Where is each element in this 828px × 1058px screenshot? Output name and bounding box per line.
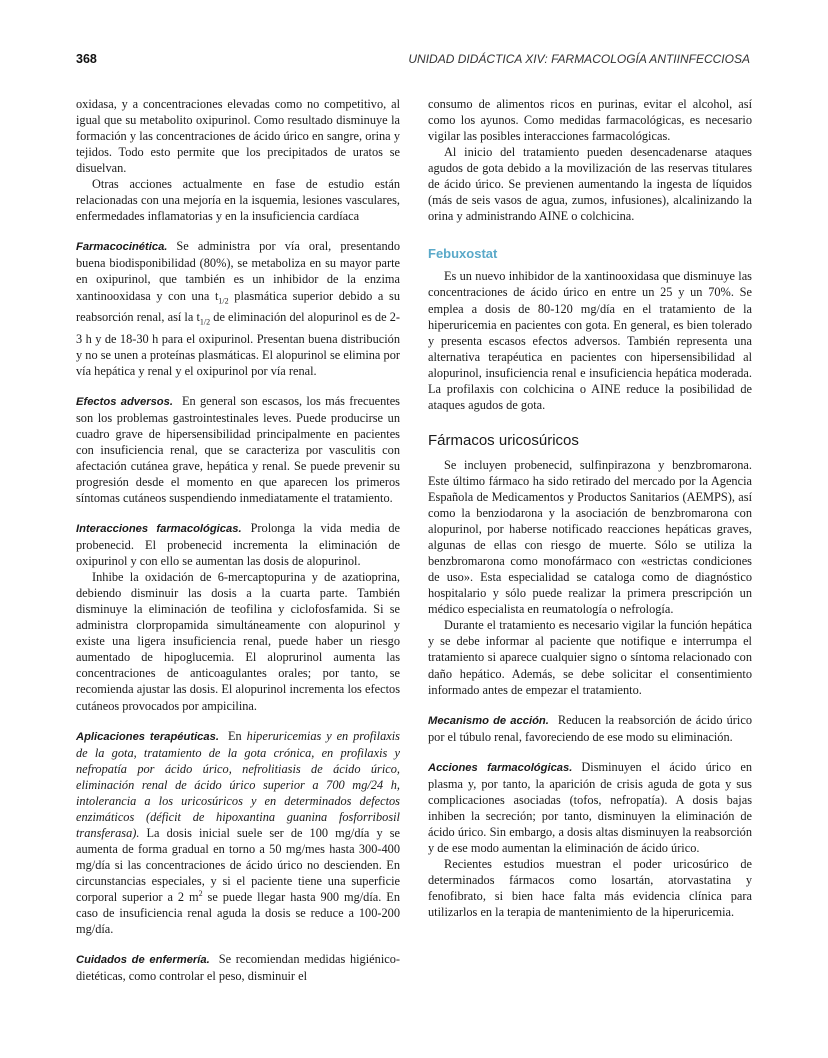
acciones-heading: Acciones farmacológicas. [428, 761, 573, 774]
paragraph-text: se puede llegar hasta 900 mg/día. En caso de insuficiencia renal aguda la dosis se reduce a 100-200 mg/día. [76, 890, 400, 937]
cuidados-heading: Cuidados de enfermería. [76, 954, 210, 967]
febuxostat-heading: Febuxostat [428, 246, 498, 262]
right-column [428, 96, 752, 920]
subscript: 1/2 [199, 317, 211, 327]
farmacocinetica-paragraph [76, 238, 400, 378]
paragraph-text: La dosis inicial suele ser de 100 mg/día y se aumenta de forma gradual en torno a 50 mg/mes hasta 300-400 mg/día si las concentraciones de ácido úrico no descienden. En circunstancias especiales, y si el paciente tiene una superficie corporal superior a 2 m [76, 825, 400, 905]
paragraph-text: Reducen la reabsorción de ácido úrico por el túbulo renal, favoreciendo de ese modo su eliminación. [428, 712, 752, 744]
paragraph: Inhibe la oxidación de 6-mercaptopurina y de azatioprina, debiendo disminuir las dosis a la cuarta parte. También disminuye la eliminación de teofilina y ciclofosfamida. Si se administra clorpropamida simultáneamente con alopurinol y existe una ligera insuficiencia renal, puede haber un riesgo aumentado de hipoglucemia. El aloprurinol aumenta las concentraciones de anticoagulantes orales; por tanto, se recomienda ajustar las dosis. El alopurinol incrementa los efectos cutáneos provocados por ampicilina. [76, 570, 400, 713]
left-column [76, 96, 400, 984]
cuidados-paragraph [76, 951, 400, 984]
superscript: 2 [198, 888, 203, 898]
paragraph-text: En general son escasos, los más frecuentes son los problemas gastrointestinales leves. Puede producirse un cuadro grave de hipersensibilidad principalmente en pacientes con insuficiencia renal, que se caracteriza por vasculitis con afectación cutánea grave, hepática y renal. Se puede prevenir su progresión desde el momento en que aparecen los primeros síntomas cutáneos suspendiendo inmediatamente el tratamiento. [76, 393, 400, 505]
farmacocinetica-heading: Farmacocinética. [76, 241, 168, 254]
subscript: 1/2 [218, 295, 229, 305]
paragraph: Al inicio del tratamiento pueden desencadenarse ataques agudos de gota debido a la movilización de las reservas titulares de ácido úrico. Se previenen aumentando la ingesta de líquidos (más de seis vasos de agua, zumos, infusiones), alcalinizando la orina y administrando AINE o colchicina. [428, 145, 752, 224]
page-number: 368 [76, 52, 97, 66]
interacciones-heading: Interacciones farmacológicas. [76, 523, 242, 536]
paragraph: consumo de alimentos ricos en purinas, evitar el alcohol, así como los ayunos. Como medidas farmacológicas, es necesario vigilar las posibles interacciones farmacológicas. [428, 97, 752, 144]
paragraph: Otras acciones actualmente en fase de estudio están relacionadas con una mejoría en la isquemia, lesiones vasculares, enfermedades inflamatorias y en la insuficiencia cardíaca [76, 177, 400, 224]
paragraph-text: Prolonga la vida media de probenecid. El probenecid incrementa la eliminación de oxipurinol y con ello se aumentan las dosis de alopurinol. [76, 521, 400, 569]
mecanismo-paragraph [428, 712, 752, 745]
paragraph: Recientes estudios muestran el poder uricosúrico de determinados fármacos como losartán, atorvastatina y fenofibrato, si bien hace falta más evidencia clínica para utilizarlos en la terapia de mantenimiento de la hiperuricemia. [428, 856, 752, 920]
running-header: UNIDAD DIDÁCTICA XIV: FARMACOLOGÍA ANTIINFECCIOSA [408, 52, 750, 66]
paragraph-text: Se recomiendan medidas higiénico-dietéticas, como controlar el peso, disminuir el [76, 952, 401, 984]
uricosuricos-heading: Fármacos uricosúricos [428, 431, 579, 449]
paragraph: oxidasa, y a concentraciones elevadas como no competitivo, al igual que su metabolito oxipurinol. Como resultado disminuye la formación y las concentraciones de ácido úrico en sangre, orina y tejidos. Todo esto permite que los precipitados de uratos se disuelvan. [76, 97, 400, 176]
aplicaciones-paragraph [76, 728, 400, 938]
paragraph-text: En [227, 728, 247, 743]
paragraph-text: plasmática superior debido a su reabsorción renal, así la t [76, 288, 400, 325]
mecanismo-heading: Mecanismo de acción. [428, 714, 549, 727]
paragraph-text: de eliminación del alopurinol es de 2-3 h y de 18-30 h para el oxipurinol. Presentan buena distribución y no se unen a proteínas plasmáticas. El alopurinol se elimina por vía hepática y renal y el oxipurinol por vía renal. [76, 310, 400, 378]
paragraph: Se incluyen probenecid, sulfinpirazona y benzbromarona. Este último fármaco ha sido retirado del mercado por la Agencia Española de Medicamentos y Productos Sanitarios (AEMPS), así como la benziodarona y la asociación de benzbromarona con alopurinol, por haberse notificado reacciones hepáticas graves, algunas de ellas con riesgo de muerte. Sólo se utiliza la benzbromarona como monofármaco con «estrictas condiciones de uso». Esta especialidad se cataloga como de diagnóstico hospitalario y sólo puede realizar la primera prescripción un médico especialista en reumatología o nefrología. [428, 457, 752, 617]
paragraph-text: Disminuyen el ácido úrico en plasma y, por tanto, la aparición de crisis aguda de gota y sus complicaciones asociadas (tofos, nefropatía). A dosis bajas inhiben la secreción; por tanto, disminuyen la eliminación de ácido úrico. Sin embargo, a dosis altas disminuyen la reabsorción y de ese modo aumentan la eliminación de ácido úrico. [428, 759, 752, 855]
efectos-adversos-heading: Efectos adversos. [76, 395, 173, 408]
paragraph: Es un nuevo inhibidor de la xantinooxidasa que disminuye las concentraciones de ácido úrico en entre un 25 y un 70%. Se emplea a dosis de 80-120 mg/día en el tratamiento de la hiperuricemia en pacientes con gota. En general, es bien tolerado y presenta escasos efectos adversos. También representa una alternativa terapéutica en pacientes con hipersensibilidad al alopurinol, insuficiencia renal e insuficiencia hepática moderada. La profilaxis con colchicina o AINE reduce la posibilidad de ataques agudos de gota. [428, 269, 752, 412]
italic-text: hiperuricemias y en profilaxis de la gota, tratamiento de la gota crónica, en profilaxis y nefropatía por ácido úrico, nefrolitiasis de ácido úrico, eliminación renal de ácido úrico superior a 700 mg/24 h, intolerancia a los uricosúricos y en determinados defectos enzimáticos (déficit de hipoxantina guanina fosforribosil transferasa). [76, 728, 400, 840]
efectos-adversos-paragraph [76, 393, 400, 506]
aplicaciones-heading: Aplicaciones terapéuticas. [76, 730, 219, 743]
acciones-paragraph [428, 759, 752, 856]
interacciones-paragraph [76, 520, 400, 569]
paragraph-text: Se administra por vía oral, presentando buena biodisponibilidad (80%), se metaboliza en su mayor parte en oxipurinol, que también es un inhibidor de la enzima xantinooxidasa y con una t [76, 239, 400, 303]
paragraph: Durante el tratamiento es necesario vigilar la función hepática y se debe informar al paciente que notifique e interrumpa el tratamiento si aparece cualquier signo o síntoma relacionado con daño hepático. Además, se debe solicitar el consentimiento informado antes de empezar el tratamiento. [428, 618, 752, 697]
